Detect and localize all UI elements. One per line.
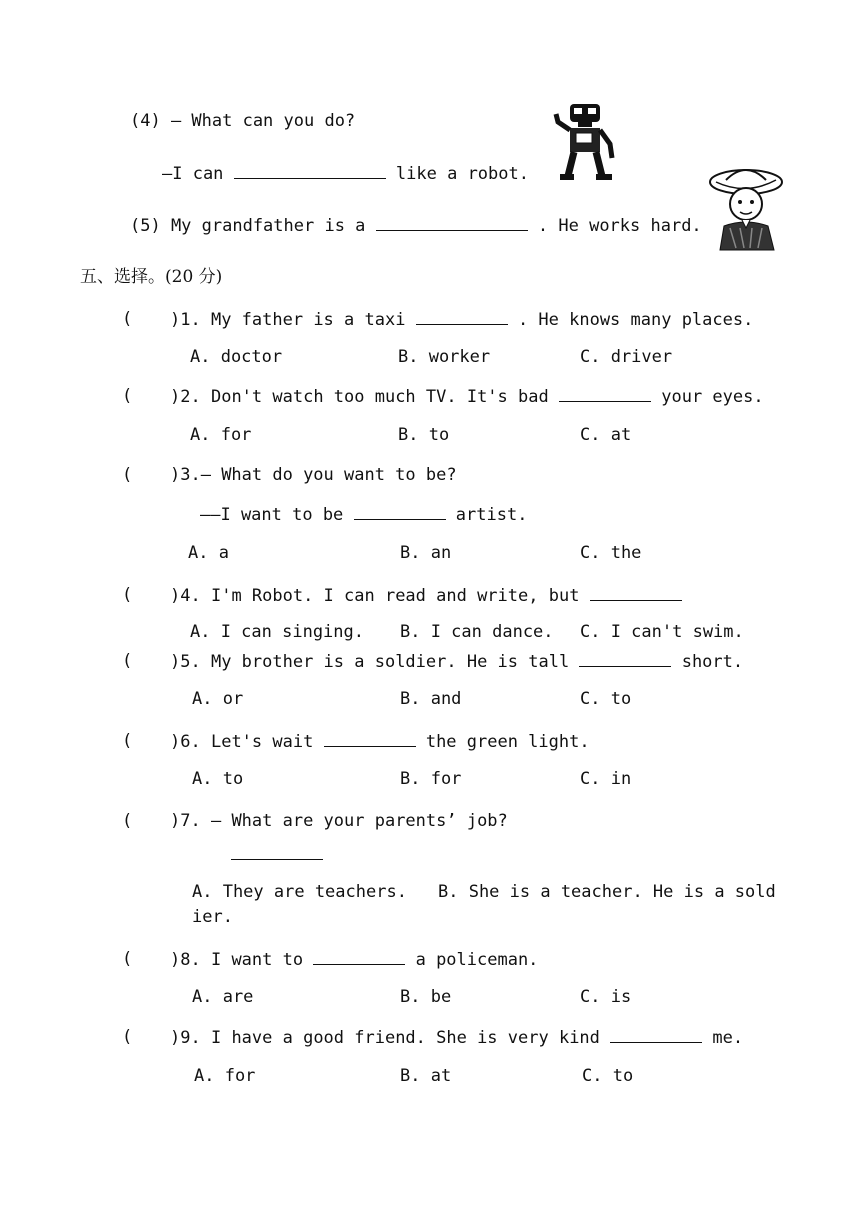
option-b[interactable]: B. and [400,689,462,709]
robot-picture [552,100,616,182]
answer-blank[interactable] [324,730,416,747]
question-5: )5. My brother is a soldier. He is tall short. [170,652,744,672]
question-1: )1. My father is a taxi . He knows many places. [170,310,754,330]
option-c[interactable]: C. driver [580,347,673,367]
answer-paren[interactable]: ( [122,1027,133,1047]
question-3-line2: ——I want to be artist. [200,505,528,525]
question-4: )4. I'm Robot. I can read and write, but [170,584,682,607]
answer-paren[interactable]: ( [122,651,133,671]
q4-line2: —I can like a robot. [162,164,529,184]
answer-blank[interactable] [416,308,508,325]
option-b[interactable]: B. to [398,425,450,445]
option-b[interactable]: B. She is a teacher. He is a sold [438,882,776,902]
option-a[interactable]: A. are [192,987,254,1007]
question-7-line2 [231,843,323,866]
q4-line1: (4) — What can you do? [130,111,356,131]
option-c[interactable]: C. is [580,987,632,1007]
option-b[interactable]: B. be [400,987,452,1007]
option-b-wrap: ier. [192,907,233,927]
answer-paren[interactable]: ( [122,465,133,485]
option-c[interactable]: C. at [580,425,632,445]
option-b[interactable]: B. for [400,769,462,789]
option-a[interactable]: A. doctor [190,347,283,367]
option-a[interactable]: A. to [192,769,244,789]
option-c[interactable]: C. I can't swim. [580,622,744,642]
grandfather-picture [706,162,786,252]
q5-line: (5) My grandfather is a . He works hard. [130,216,702,236]
section-title: 五、选择。(20 分) [80,267,223,287]
answer-blank[interactable] [559,385,651,402]
option-c[interactable]: C. the [580,543,642,563]
option-b[interactable]: B. I can dance. [400,622,554,642]
answer-blank[interactable] [610,1026,702,1043]
option-a[interactable]: A. for [194,1066,256,1086]
answer-paren[interactable]: ( [122,949,133,969]
answer-blank[interactable] [313,948,405,965]
option-c[interactable]: C. to [582,1066,634,1086]
answer-paren[interactable]: ( [122,386,133,406]
question-6: )6. Let's wait the green light. [170,732,590,752]
option-b[interactable]: B. worker [398,347,491,367]
option-a[interactable]: A. for [190,425,252,445]
answer-blank[interactable] [376,214,528,231]
answer-blank[interactable] [354,503,446,520]
answer-blank[interactable] [234,162,386,179]
answer-paren[interactable]: ( [122,731,133,751]
answer-blank[interactable] [579,650,671,667]
option-a[interactable]: A. They are teachers. [192,882,407,902]
answer-paren[interactable]: ( [122,309,133,329]
question-8: )8. I want to a policeman. [170,950,539,970]
answer-paren[interactable]: ( [122,585,133,605]
answer-paren[interactable]: ( [122,811,133,831]
option-a[interactable]: A. I can singing. [190,622,364,642]
option-a[interactable]: A. a [188,543,229,563]
option-c[interactable]: C. to [580,689,632,709]
option-c[interactable]: C. in [580,769,632,789]
question-7: )7. — What are your parents’ job? [170,811,508,831]
question-9: )9. I have a good friend. She is very kind me. [170,1028,744,1048]
answer-blank[interactable] [590,584,682,601]
question-2: )2. Don't watch too much TV. It's bad your eyes. [170,387,764,407]
question-3: )3.— What do you want to be? [170,465,457,485]
answer-blank[interactable] [231,843,323,860]
option-b[interactable]: B. at [400,1066,452,1086]
option-b[interactable]: B. an [400,543,452,563]
option-a[interactable]: A. or [192,689,244,709]
